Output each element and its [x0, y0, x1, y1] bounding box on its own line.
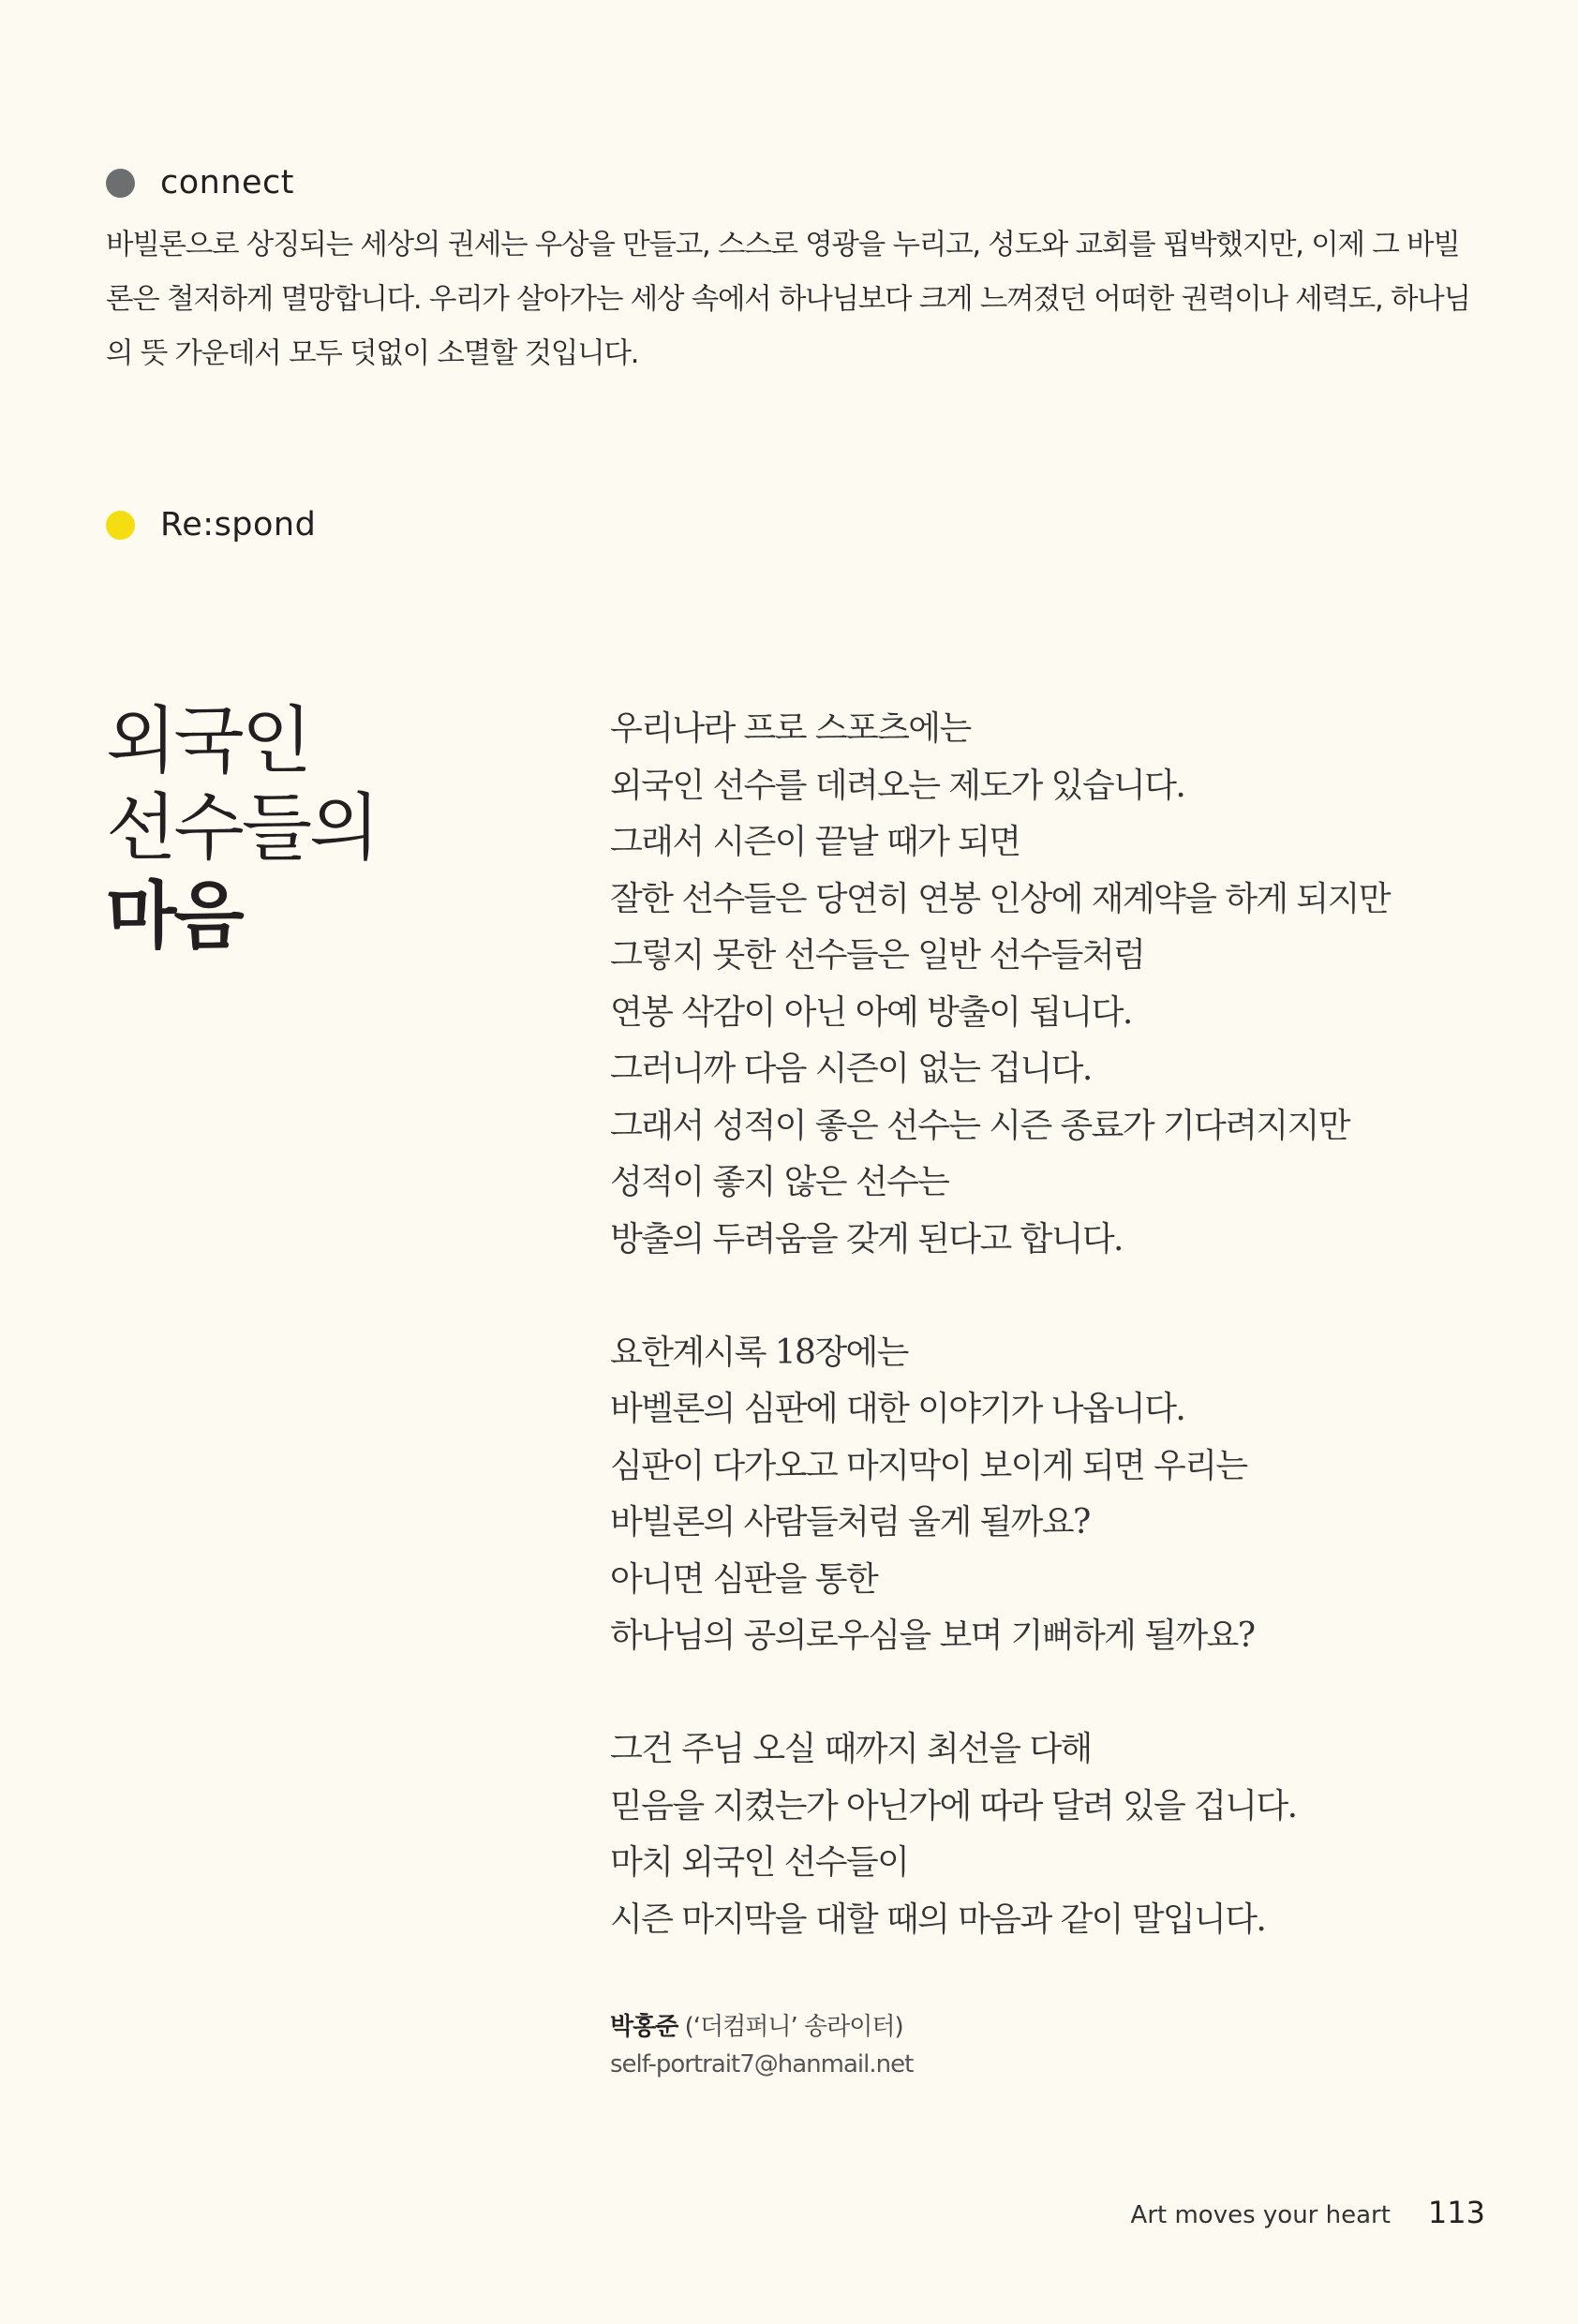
- connect-label: connect: [160, 164, 295, 201]
- poem-line: 우리나라 프로 스포츠에는: [610, 709, 971, 748]
- poem-line: 그건 주님 오실 때까지 최선을 다해: [610, 1730, 1092, 1768]
- poem-line: 외국인 선수를 데려오는 제도가 있습니다.: [610, 766, 1185, 805]
- poem-line: 아니면 심판을 통한: [610, 1559, 878, 1599]
- poem-line: 하나님의 공의로우심을 보며 기뻐하게 될까요?: [610, 1616, 1255, 1655]
- author-byline: [610, 2008, 913, 2083]
- article-body: [610, 701, 1390, 2005]
- connect-section-header: [106, 164, 294, 201]
- author-role: (‘더컴퍼니’ 송라이터): [677, 2013, 903, 2041]
- poem-line: 그래서 성적이 좋은 선수는 시즌 종료가 기다려지지만: [610, 1106, 1349, 1145]
- poem-line: 바빌론의 사람들처럼 울게 될까요?: [610, 1503, 1090, 1542]
- poem-line: 심판이 다가오고 마지막이 보이게 되면 우리는: [610, 1446, 1247, 1485]
- poem-line: 마치 외국인 선수들이: [610, 1843, 909, 1882]
- poem-line: 그렇지 못한 선수들은 일반 선수들처럼: [610, 936, 1145, 975]
- title-line: 외국인: [106, 699, 310, 783]
- stanza: [610, 701, 1390, 1268]
- connect-paragraph: [106, 218, 1474, 381]
- author-email: self-portrait7@hanmail.net: [610, 2050, 914, 2078]
- gray-bullet-icon: [106, 169, 135, 198]
- poem-line: 잘한 선수들은 당연히 연봉 인상에 재계약을 하게 되지만: [610, 879, 1390, 918]
- respond-label: Re:spond: [160, 506, 317, 544]
- page-footer: [1131, 2195, 1485, 2230]
- respond-section-header: [106, 506, 316, 544]
- poem-line: 요한계시록 18장에는: [610, 1333, 908, 1372]
- poem-line: 그래서 시즌이 끝날 때가 되면: [610, 823, 1020, 861]
- yellow-bullet-icon: [106, 511, 135, 540]
- poem-line: 바벨론의 심판에 대한 이야기가 나옵니다.: [610, 1390, 1185, 1428]
- author-name: 박홍준: [610, 2013, 678, 2041]
- author-line: [610, 2008, 913, 2046]
- title-line: 선수들의: [106, 786, 378, 871]
- stanza: [610, 1325, 1390, 1665]
- article-title: [106, 698, 377, 960]
- poem-line: 믿음을 지켰는가 아닌가에 따라 달려 있을 겁니다.: [610, 1786, 1297, 1825]
- poem-line: 성적이 좋지 않은 선수는: [610, 1163, 949, 1201]
- poem-line: 시즌 마지막을 대할 때의 마음과 같이 말입니다.: [610, 1899, 1266, 1939]
- poem-line: 방출의 두려움을 갖게 된다고 합니다.: [610, 1219, 1123, 1259]
- footer-tagline: Art moves your heart: [1130, 2201, 1391, 2229]
- connect-line: 의 뜻 가운데서 모두 덧없이 소멸할 것입니다.: [106, 337, 639, 370]
- poem-line: 연봉 삭감이 아닌 아예 방출이 됩니다.: [610, 992, 1132, 1032]
- poem-line: 그러니까 다음 시즌이 없는 겁니다.: [610, 1050, 1092, 1088]
- page-number: 113: [1427, 2195, 1485, 2230]
- stanza: [610, 1721, 1390, 1948]
- connect-line: 론은 철저하게 멸망합니다. 우리가 살아가는 세상 속에서 하나님보다 크게 느껴졌던 어떠한 권력이나 세력도, 하나님: [106, 283, 1470, 316]
- title-line: 마음: [106, 873, 242, 959]
- connect-line: 바빌론으로 상징되는 세상의 권세는 우상을 만들고, 스스로 영광을 누리고, 성도와 교회를 핍박했지만, 이제 그 바빌: [106, 229, 1460, 261]
